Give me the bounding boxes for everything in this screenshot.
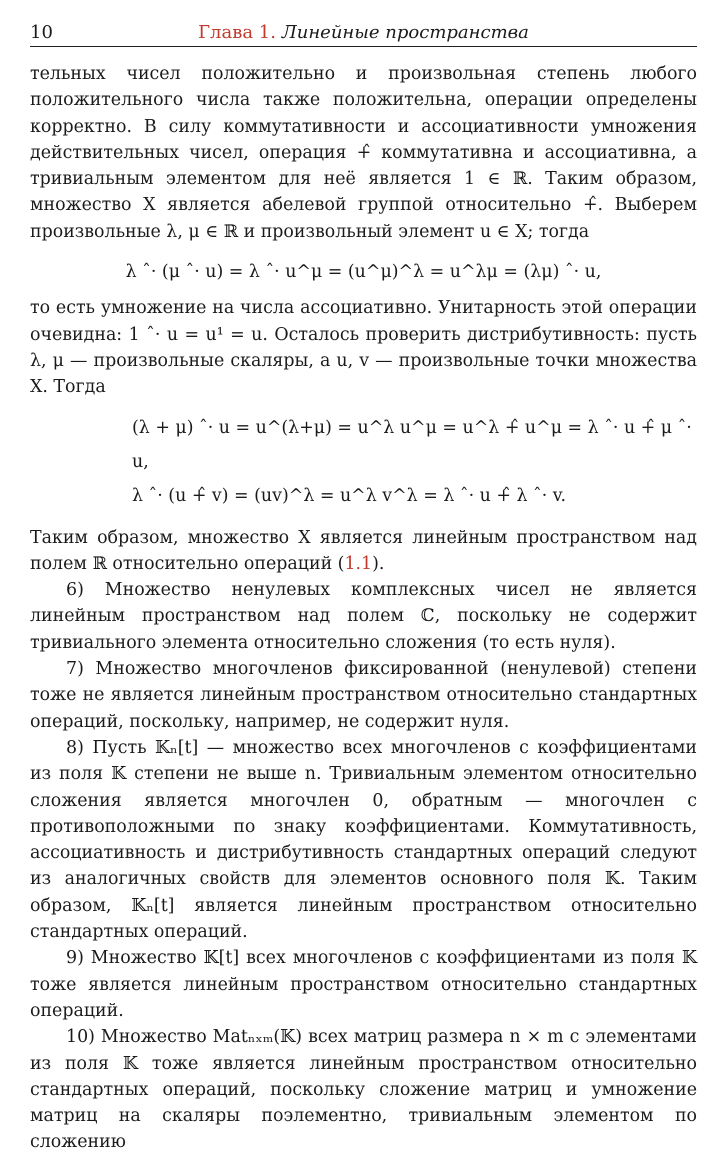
- chapter-label[interactable]: Глава 1.: [198, 22, 276, 43]
- example-8: 8) Пусть 𝕂ₙ[t] — множество всех многочленов с коэффициентами из поля 𝕂 степени не выше n. Тривиальным элементом относительно сложения является многочлен 0, обратным — многочлен с противоположными по знаку коэффициентами. Коммутативность, ассоциативность и дистрибутивность стандартных операций следуют из аналогичных свойств для элементов основного поля 𝕂. Таким образом, 𝕂ₙ[t] является линейным пространством относительно стандартных операций.: [30, 737, 697, 943]
- conclusion-text: Таким образом, множество X является линейным пространством над полем ℝ относительно операций (: [30, 527, 697, 574]
- running-header: [30, 18, 697, 47]
- page-number: 10: [30, 22, 53, 43]
- paragraph-continuation: тельных чисел положительно и произвольная степень любого положительного числа также положительна, операции определены корректно. В силу коммутативности и ассоциативности умножения действительных чисел, операция +̂ коммутативна и ассоциативна, а тривиальным элементом для неё является 1 ∈ ℝ. Таким образом, множество X является абелевой группой относительно +̂. Выберем произвольные λ, μ ∈ ℝ и произвольный элемент u ∈ X; тогда: [30, 64, 697, 242]
- equation-line-1: (λ + μ) ˆ· u = u^(λ+μ) = u^λ u^μ = u^λ +̂ u^μ = λ ˆ· u +̂ μ ˆ· u,: [132, 417, 692, 472]
- equation-associativity: λ ˆ· (μ ˆ· u) = λ ˆ· u^μ = (u^μ)^λ = u^λμ = (λμ) ˆ· u,: [125, 262, 602, 283]
- conclusion-end: ).: [372, 553, 385, 574]
- body-text: [30, 61, 697, 1156]
- equation-line-2: λ ˆ· (u +̂ v) = (uv)^λ = u^λ v^λ = λ ˆ· u +̂ λ ˆ· v.: [132, 485, 567, 506]
- example-6: 6) Множество ненулевых комплексных чисел не является линейным пространством над полем ℂ, поскольку не содержит тривиального элемента относительно сложения (то есть нуля).: [30, 580, 697, 653]
- chapter-title: Линейные пространства: [281, 22, 529, 43]
- book-page: [30, 18, 697, 1156]
- reference-link[interactable]: 1.1: [344, 553, 373, 574]
- chapter-heading: [30, 22, 697, 43]
- example-7: 7) Множество многочленов фиксированной (ненулевой) степени тоже не является линейным пространством относительно стандартных операций, поскольку, например, не содержит нуля.: [30, 659, 697, 732]
- paragraph-conclusion: [30, 525, 697, 578]
- example-10: 10) Множество Matₙₓₘ(𝕂) всех матриц размера n × m с элементами из поля 𝕂 тоже является линейным пространством относительно стандартных операций, поскольку сложение матриц и умножение матриц на скаляры поэлементно, тривиальным элементом по сложению: [30, 1027, 697, 1153]
- paragraph-unitarity: то есть умножение на числа ассоциативно. Унитарность этой операции очевидна: 1 ˆ· u = u¹ = u. Осталось проверить дистрибутивность: пусть λ, μ — произвольные скаляры, а u, v — произвольные точки множества X. Тогда: [30, 298, 697, 398]
- equation-distributivity: [132, 411, 697, 513]
- example-9: 9) Множество 𝕂[t] всех многочленов с коэффициентами из поля 𝕂 тоже является линейным пространством относительно стандартных операций.: [30, 948, 697, 1021]
